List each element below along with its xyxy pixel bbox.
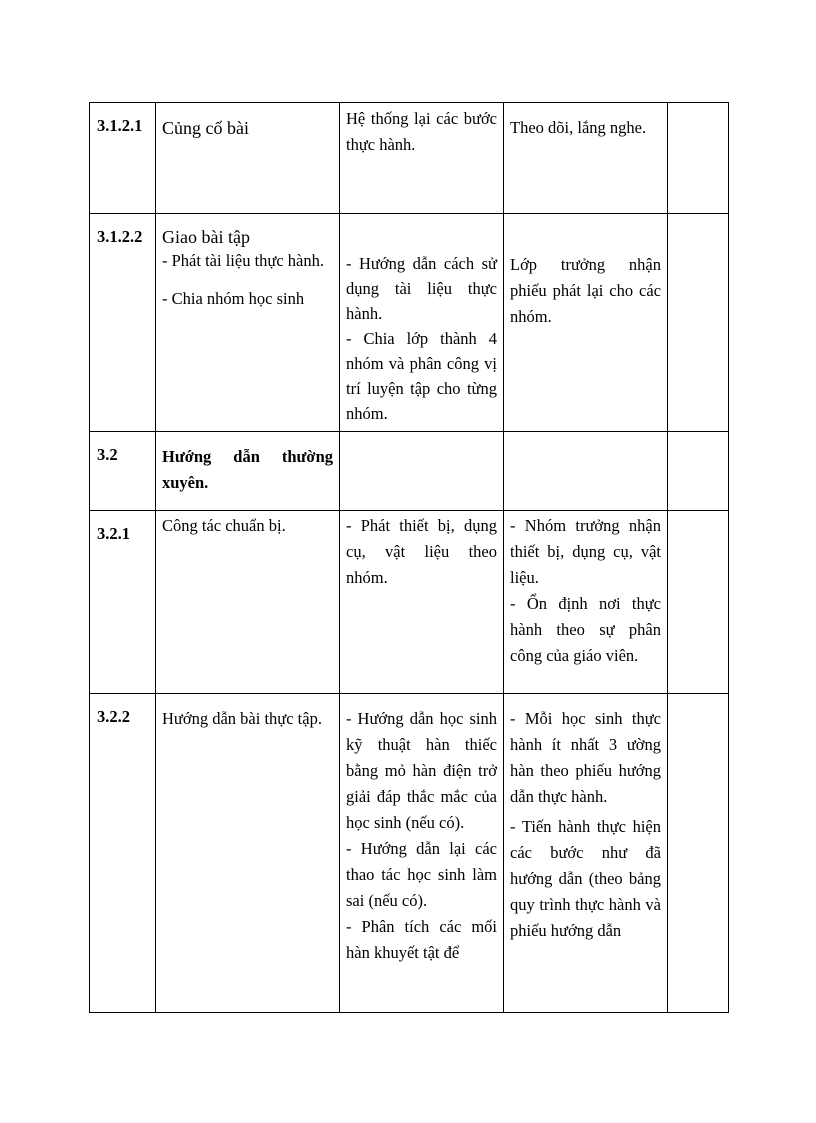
table-row <box>90 432 729 511</box>
teacher-text: - Phát thiết bị, dụng cụ, vật liệu theo nhóm. <box>346 516 497 587</box>
row-number: 3.1.2.2 <box>90 214 156 432</box>
content-text: Công tác chuẩn bị. <box>162 516 286 535</box>
student-text: - Mỗi học sinh thực hành ít nhất 3 ường hàn theo phiếu hướng dẫn thực hành. <box>510 709 661 806</box>
student-text: - Tiến hành thực hiện các bước như đã hướng dẫn (theo bảng quy trình thực hành và phiếu hướng dẫn <box>510 817 661 940</box>
note-cell <box>668 432 729 511</box>
content-cell <box>156 214 340 432</box>
note-cell <box>668 511 729 694</box>
student-text: - Nhóm trưởng nhận thiết bị, dụng cụ, vật liệu. <box>510 516 661 587</box>
teacher-text: - Hướng dẫn học sinh kỹ thuật hàn thiếc bằng mỏ hàn điện trở giải đáp thắc mắc của học sinh (nếu có). <box>346 709 497 832</box>
student-activity-cell <box>504 694 668 1013</box>
note-cell <box>668 694 729 1013</box>
teacher-text: - Phân tích các mối hàn khuyết tật để <box>346 917 497 962</box>
student-activity-cell <box>504 511 668 694</box>
student-activity-cell <box>504 432 668 511</box>
content-text: Củng cố bài <box>162 118 249 138</box>
table-row <box>90 694 729 1013</box>
content-cell <box>156 511 340 694</box>
row-number: 3.2.2 <box>90 694 156 1013</box>
teacher-text: - Hướng dẫn lại các thao tác học sinh làm sai (nếu có). <box>346 839 497 910</box>
teacher-activity-cell <box>340 432 504 511</box>
row-number: 3.2.1 <box>90 511 156 694</box>
teacher-activity-cell <box>340 511 504 694</box>
teacher-activity-cell <box>340 694 504 1013</box>
teacher-activity-cell <box>340 103 504 214</box>
content-text: Hướng dẫn bài thực tập. <box>162 709 322 728</box>
teacher-text: - Hướng dẫn cách sử dụng tài liệu thực hành. <box>346 254 497 323</box>
content-text: Hướng dẫn thường xuyên. <box>162 447 333 492</box>
content-cell <box>156 103 340 214</box>
content-cell <box>156 694 340 1013</box>
content-text: - Chia nhóm học sinh <box>162 289 305 308</box>
table-row <box>90 214 729 432</box>
teacher-text: - Chia lớp thành 4 nhóm và phân công vị trí luyện tập cho từng nhóm. <box>346 329 497 423</box>
note-cell <box>668 103 729 214</box>
note-cell <box>668 214 729 432</box>
student-text: - Ổn định nơi thực hành theo sự phân công của giáo viên. <box>510 594 661 665</box>
student-activity-cell <box>504 103 668 214</box>
table-row <box>90 511 729 694</box>
content-text: - Phát tài liệu thực hành. <box>162 251 324 270</box>
table-row <box>90 103 729 214</box>
row-number: 3.1.2.1 <box>90 103 156 214</box>
student-text: Theo dõi, lắng nghe. <box>510 118 647 137</box>
student-text: Lớp trưởng nhận phiếu phát lại cho các nhóm. <box>510 255 661 326</box>
student-activity-cell <box>504 214 668 432</box>
lesson-plan-table <box>89 102 729 1013</box>
teacher-text: Hệ thống lại các bước thực hành. <box>346 109 497 154</box>
content-cell <box>156 432 340 511</box>
content-title: Giao bài tập <box>162 227 250 247</box>
teacher-activity-cell <box>340 214 504 432</box>
row-number: 3.2 <box>90 432 156 511</box>
